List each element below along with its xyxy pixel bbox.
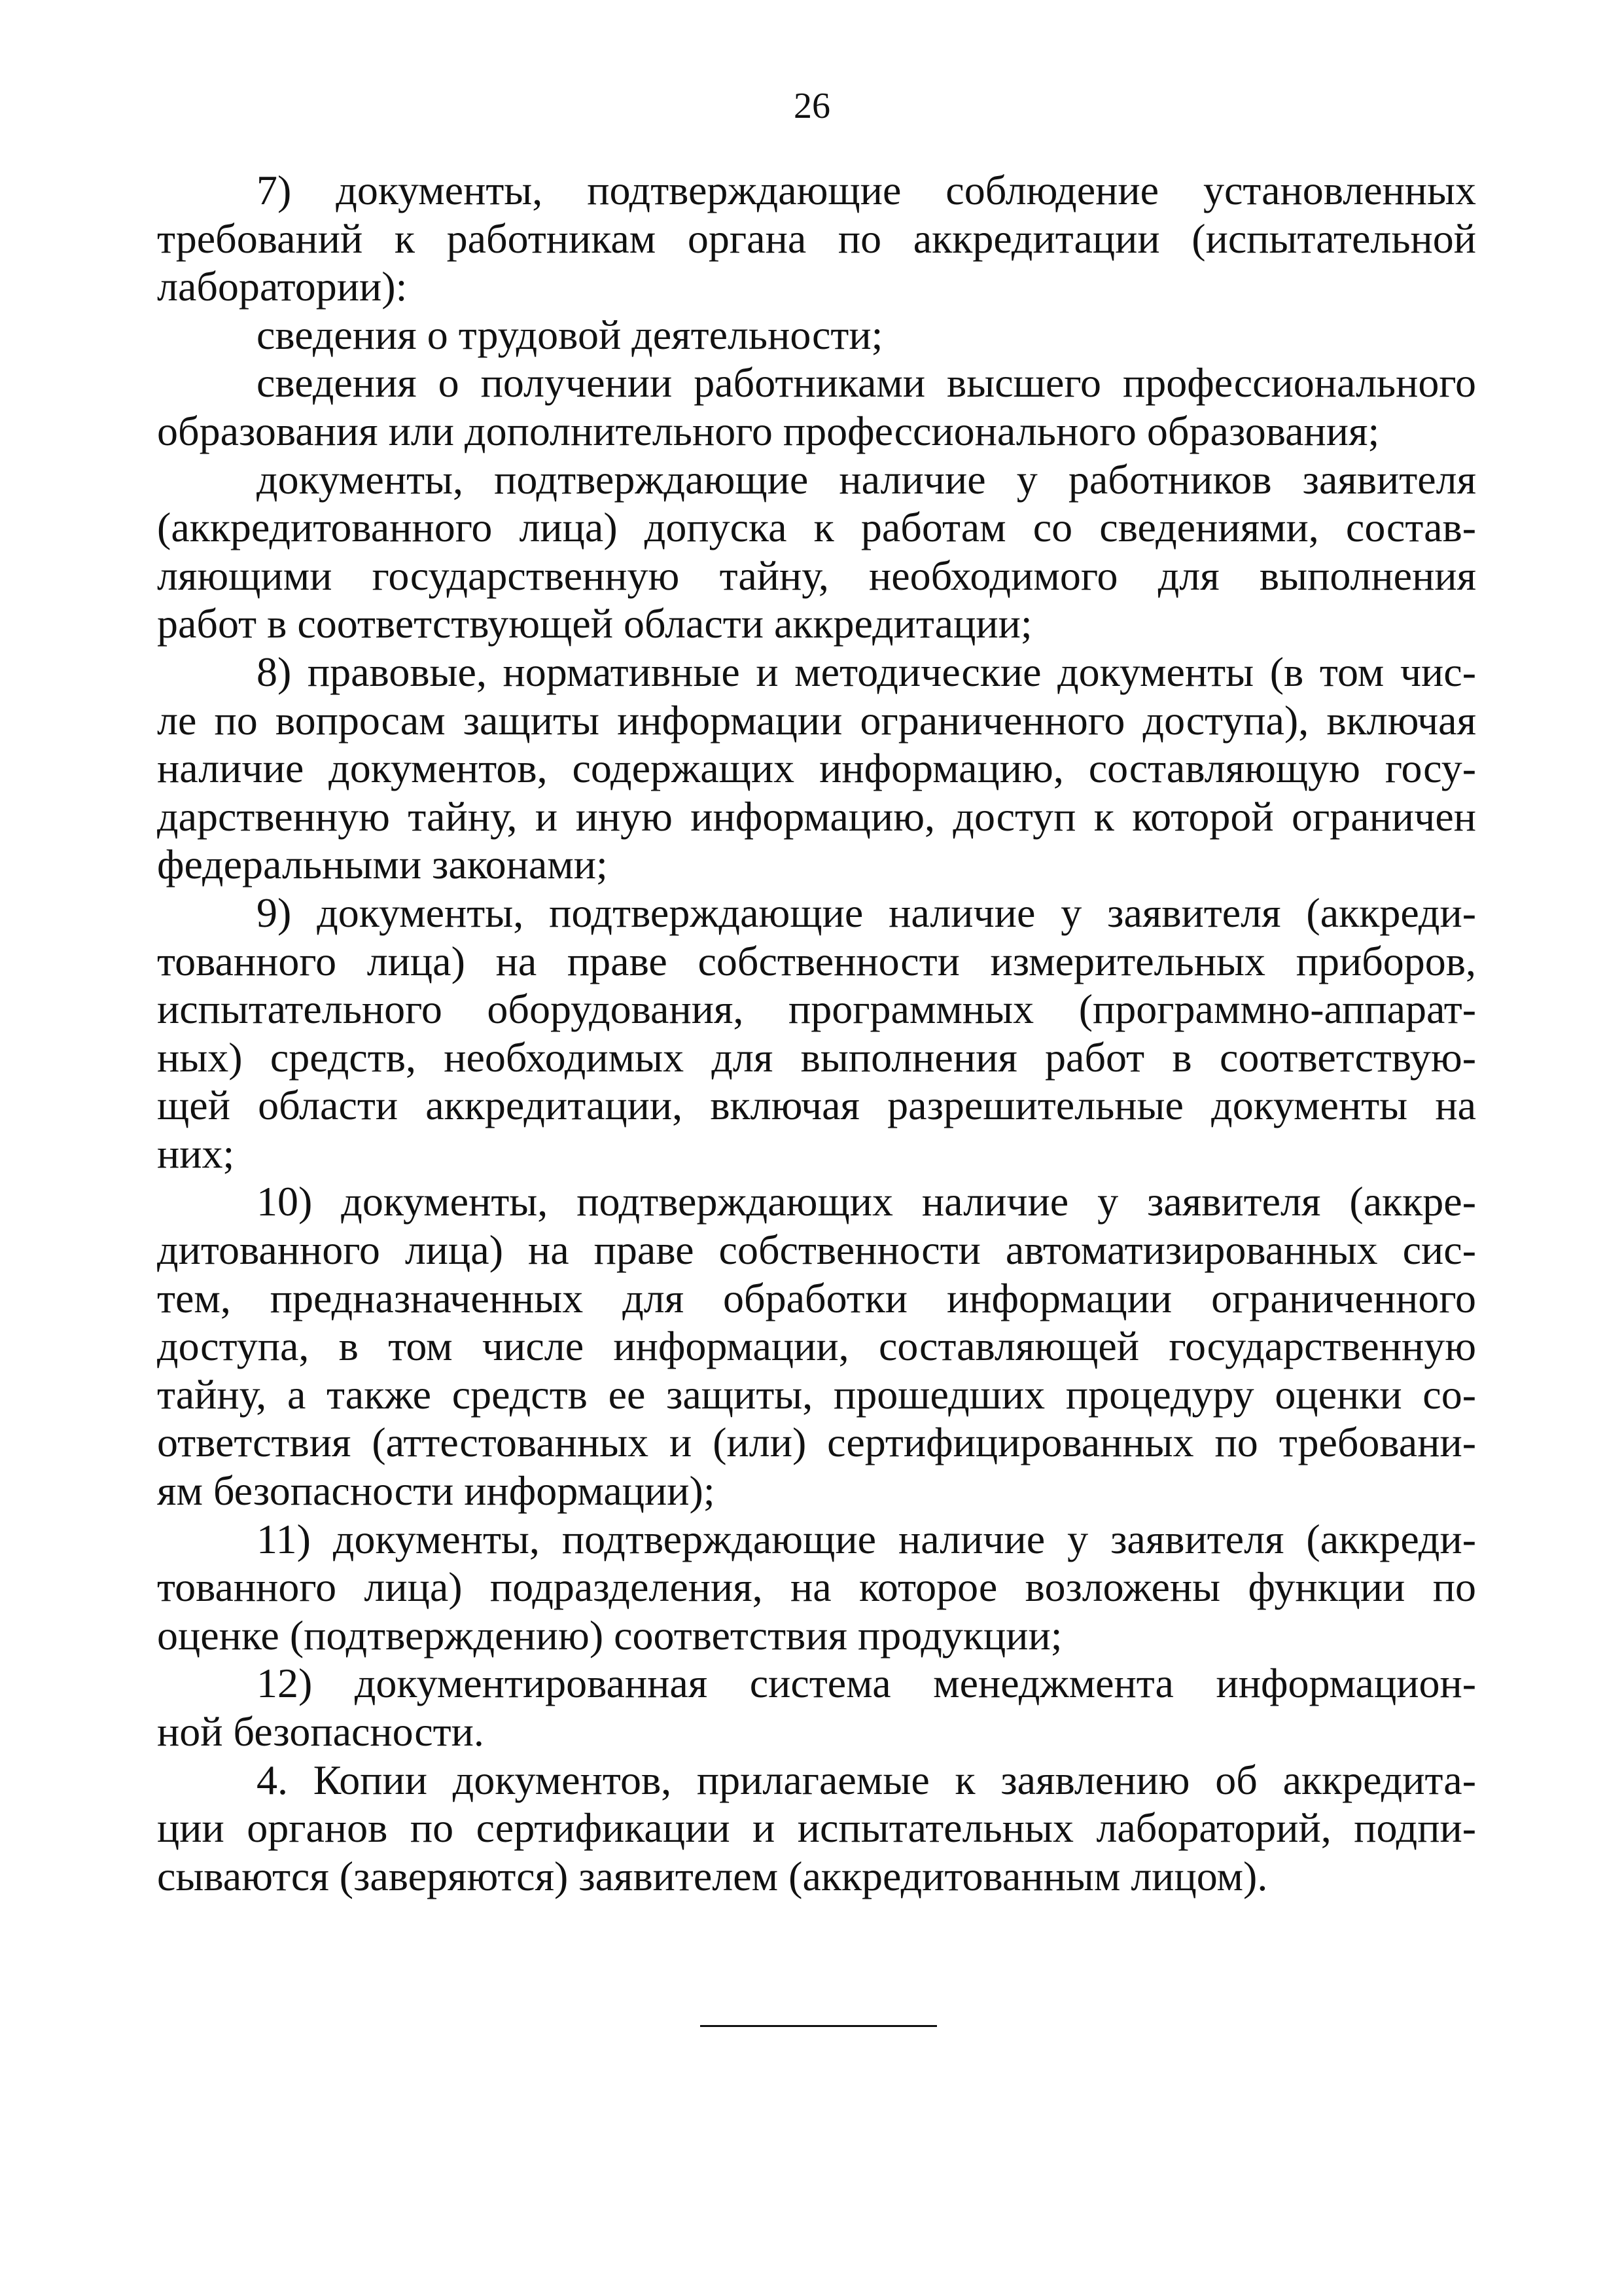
text-line: 9) документы, подтверждающие наличие у заявителя (аккреди- [256, 889, 1476, 936]
text-line: тованного лица) подразделения, на которое возложены функции по [157, 1564, 1476, 1611]
paragraph-item-7-sub-2 [157, 359, 1476, 455]
paragraph-item-10 [157, 1177, 1476, 1515]
text-line: (аккредитованного лица) допуска к работам со сведениями, состав- [157, 504, 1476, 551]
text-line: образования или дополнительного профессионального образования; [157, 407, 1380, 454]
text-line: ных) средств, необходимых для выполнения работ в соответствую- [157, 1033, 1476, 1081]
text-line: щей области аккредитации, включая разрешительные документы на [157, 1082, 1476, 1129]
text-line: 10) документы, подтверждающих наличие у заявителя (аккре- [256, 1178, 1476, 1225]
text-line: ле по вопросам защиты информации ограниченного доступа), включая [157, 696, 1476, 744]
paragraph-item-9 [157, 889, 1476, 1178]
document-body [157, 166, 1476, 1900]
text-line: 11) документы, подтверждающие наличие у заявителя (аккреди- [256, 1515, 1476, 1562]
text-line: лаборатории): [157, 263, 408, 310]
text-line: федеральными законами; [157, 841, 608, 888]
text-line: тем, предназначенных для обработки информации ограниченного [157, 1274, 1476, 1321]
text-line: 8) правовые, нормативные и методические документы (в том чис- [256, 648, 1476, 695]
paragraph-item-11 [157, 1515, 1476, 1660]
text-line: дитованного лица) на праве собственности автоматизированных сис- [157, 1227, 1476, 1274]
text-line: оценке (подтверждению) соответствия продукции; [157, 1611, 1063, 1659]
text-line: ной безопасности. [157, 1708, 484, 1755]
text-line: ции органов по сертификации и испытательных лабораторий, подпи- [157, 1804, 1476, 1852]
text-line: дарственную тайну, и иную информацию, доступ к которой ограничен [157, 793, 1476, 840]
text-line: 12) документированная система менеджмента информацион- [256, 1660, 1476, 1707]
paragraph-item-7-sub-1 [157, 311, 1476, 359]
text-line: наличие документов, содержащих информацию, составляющую госу- [157, 745, 1476, 792]
text-line: сведения о трудовой деятельности; [256, 311, 883, 358]
text-line: 4. Копии документов, прилагаемые к заявлению об аккредита- [256, 1756, 1476, 1803]
paragraph-item-8 [157, 648, 1476, 889]
paragraph-item-12 [157, 1659, 1476, 1755]
text-line: доступа, в том числе информации, составляющей государственную [157, 1323, 1476, 1370]
text-line: тованного лица) на праве собственности измерительных приборов, [157, 937, 1476, 984]
text-line: испытательного оборудования, программных (программно-аппарат- [157, 986, 1476, 1033]
text-line: них; [157, 1130, 235, 1177]
paragraph-item-7 [157, 166, 1476, 311]
text-line: работ в соответствующей области аккредитации; [157, 600, 1033, 647]
text-line: ответствия (аттестованных и (или) сертифицированных по требовани- [157, 1419, 1476, 1466]
text-line: ям безопасности информации); [157, 1467, 715, 1515]
text-line: документы, подтверждающие наличие у работников заявителя [256, 456, 1476, 503]
text-line: ляющими государственную тайну, необходимого для выполнения [157, 552, 1476, 599]
text-line: тайну, а также средств ее защиты, прошедших процедуру оценки со- [157, 1371, 1476, 1418]
paragraph-section-4 [157, 1756, 1476, 1901]
page-number: 26 [794, 86, 830, 126]
text-line: сываются (заверяются) заявителем (аккредитованным лицом). [157, 1852, 1268, 1899]
end-of-text-rule [700, 2025, 937, 2027]
paragraph-item-7-sub-3 [157, 456, 1476, 648]
text-line: требований к работникам органа по аккредитации (испытательной [157, 215, 1476, 262]
text-line: сведения о получении работниками высшего профессионального [256, 359, 1476, 406]
text-line: 7) документы, подтверждающие соблюдение установленных [256, 167, 1476, 213]
